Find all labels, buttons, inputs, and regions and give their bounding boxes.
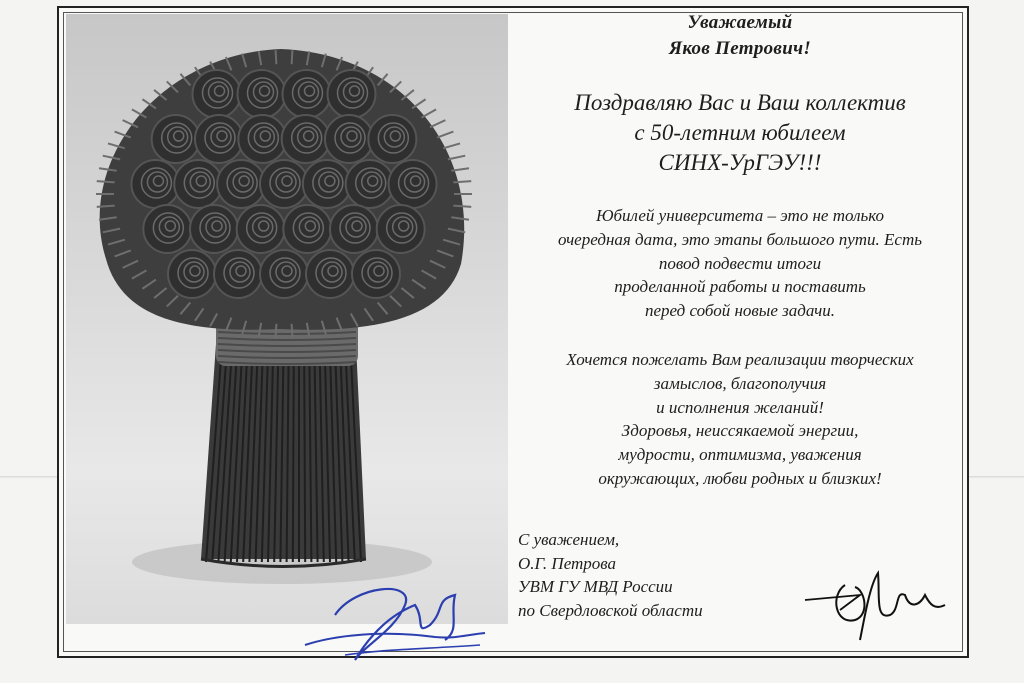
bouquet-photo (66, 14, 508, 624)
signature-line: УВМ ГУ МВД России (518, 577, 673, 596)
bouquet-illustration (66, 14, 508, 624)
paragraph-line: повод подвести итоги (658, 253, 822, 273)
salutation-line-1: Уважаемый (687, 12, 793, 33)
paragraph-line: и исполнения желаний! (656, 397, 824, 417)
signature-line: О.Г. Петрова (518, 553, 617, 573)
paragraph-line: замыслов, благополучия (653, 373, 827, 393)
salutation-line-2: Яков Петрович! (668, 38, 812, 59)
congratulation-line-3: СИНХ-УрГЭУ!!! (658, 150, 822, 175)
paragraph-line: Юбилей университета – это не только (595, 206, 885, 225)
congratulation-line-1: Поздравляю Вас и Ваш коллектив (574, 90, 906, 115)
paragraph-anniversary (510, 204, 970, 323)
blue-handwritten-signature (295, 575, 495, 670)
black-handwritten-signature (800, 565, 950, 645)
signature-block (518, 528, 703, 622)
signature-line: по Свердловской области (518, 600, 703, 620)
signature-line: С уважением, (518, 530, 620, 549)
congratulation-line-2: с 50-летним юбилеем (634, 120, 846, 145)
paragraph-line: проделанной работы и поставить (614, 277, 866, 297)
paragraph-line: очередная дата, это этапы большого пути. Есть (558, 229, 922, 249)
paragraph-wishes (510, 348, 970, 491)
paragraph-line: мудрости, оптимизма, уважения (618, 445, 862, 465)
paragraph-line: Здоровья, неиссякаемой энергии, (621, 421, 859, 441)
paragraph-line: перед собой новые задачи. (645, 301, 835, 321)
paragraph-line: окружающих, любви родных и близких! (598, 468, 882, 488)
paragraph-line: Хочется пожелать Вам реализации творческих (566, 350, 914, 369)
